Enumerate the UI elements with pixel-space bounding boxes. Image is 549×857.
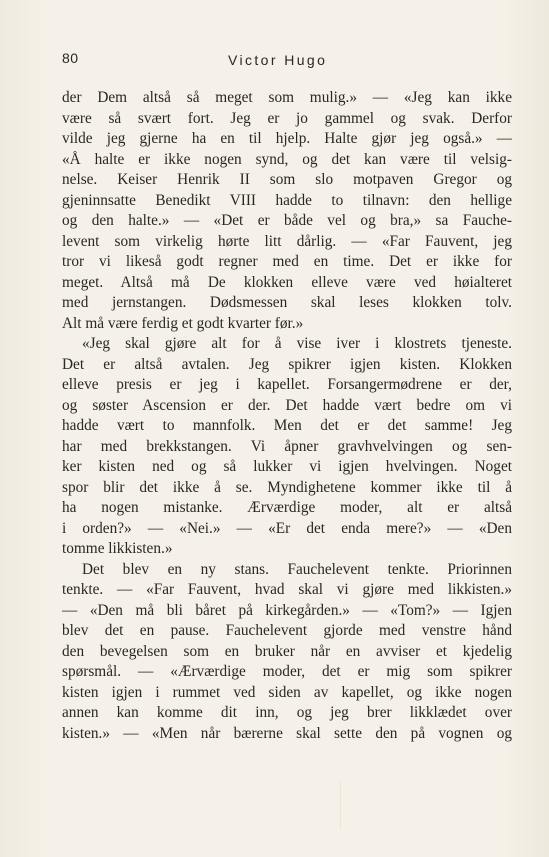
text-line: tomme likkisten.» xyxy=(62,540,173,557)
text-line: meget. Altså må De klokken elleve være ved høialteret xyxy=(62,273,512,291)
text-line: tror vi likeså godt regner med en time. Det er ikke for xyxy=(62,253,512,270)
text-line: levent som virkelig hørte litt dårlig. — «Far Fauvent, jeg xyxy=(62,232,512,250)
text-line: blev det en pause. Fauchelevent gjorde med venstre hånd xyxy=(62,622,512,639)
page-number: 80 xyxy=(62,50,79,66)
text-line: med jernstangen. Dødsmessen skal leses klokken tolv. xyxy=(62,294,512,311)
paper-mark xyxy=(340,780,401,830)
body-text xyxy=(62,88,512,744)
text-line: ha nogen mistanke. Ærværdige moder, alt er altså xyxy=(62,499,512,516)
text-line: og den halte.» — «Det er både vel og bra,» sa Fauche- xyxy=(62,212,512,229)
text-line: spor blir det ikke å se. Myndighetene kommer ikke til å xyxy=(62,478,512,496)
text-line: i orden?» — «Nei.» — «Er det enda mere?» — «Den xyxy=(62,519,512,537)
text-line: har med brekkstangen. Vi åpner gravhvelvingen og sen- xyxy=(62,437,512,455)
text-line: «Å halte er ikke nogen synd, og det kan være til velsig- xyxy=(62,150,512,168)
text-line: og søster Ascension er der. Det hadde vært bedre om vi xyxy=(62,396,512,414)
text-line: tenkte. — «Far Fauvent, hvad skal vi gjøre med likkisten.» xyxy=(62,581,512,598)
text-line: vilde jeg gjerne ha en til hjelp. Halte gjør jeg også.» — xyxy=(62,130,512,147)
text-line: hadde vært to mannfolk. Men det er det samme! Jeg xyxy=(62,417,512,434)
page-header xyxy=(62,50,512,72)
text-line: spørsmål. — «Ærværdige moder, det er mig som spikrer xyxy=(62,663,512,680)
text-line: der Dem altså så meget som mulig.» — «Jeg kan ikke xyxy=(62,89,512,106)
text-line: være så svært fort. Jeg er jo gammel og svak. Derfor xyxy=(62,109,512,127)
text-line: Det blev en ny stans. Fauchelevent tenkte. Priorinnen xyxy=(82,560,512,578)
text-line: kisten igjen i rummet ved siden av kapellet, og ikke nogen xyxy=(62,683,512,701)
running-head: Victor Hugo xyxy=(228,52,328,68)
text-line: gjeninnsatte Benedikt VIII hadde to tilnavn: den hellige xyxy=(62,191,512,209)
text-line: ker kisten ned og så lukker vi igjen hvelvingen. Noget xyxy=(62,458,512,475)
text-line: — «Den må bli båret på kirkegården.» — «Tom?» — Igjen xyxy=(62,601,512,619)
text-line: den bevegelsen som en bruker når en avviser et kjedelig xyxy=(62,642,512,660)
text-line: kisten.» — «Men når bærerne skal sette den på vognen og xyxy=(62,724,512,742)
text-line: Alt må være ferdig et godt kvarter før.» xyxy=(62,314,304,332)
text-line: Det er altså avtalen. Jeg spikrer igjen kisten. Klokken xyxy=(62,355,512,373)
text-line: nelse. Keiser Henrik II som slo motpaven Gregor og xyxy=(62,171,512,188)
text-line: elleve presis er jeg i kapellet. Forsangermødrene er der, xyxy=(62,376,512,393)
text-line: annen kan komme dit inn, og jeg brer likklædet over xyxy=(62,704,512,721)
text-line: «Jeg skal gjøre alt for å vise iver i klostrets tjeneste. xyxy=(82,335,512,352)
